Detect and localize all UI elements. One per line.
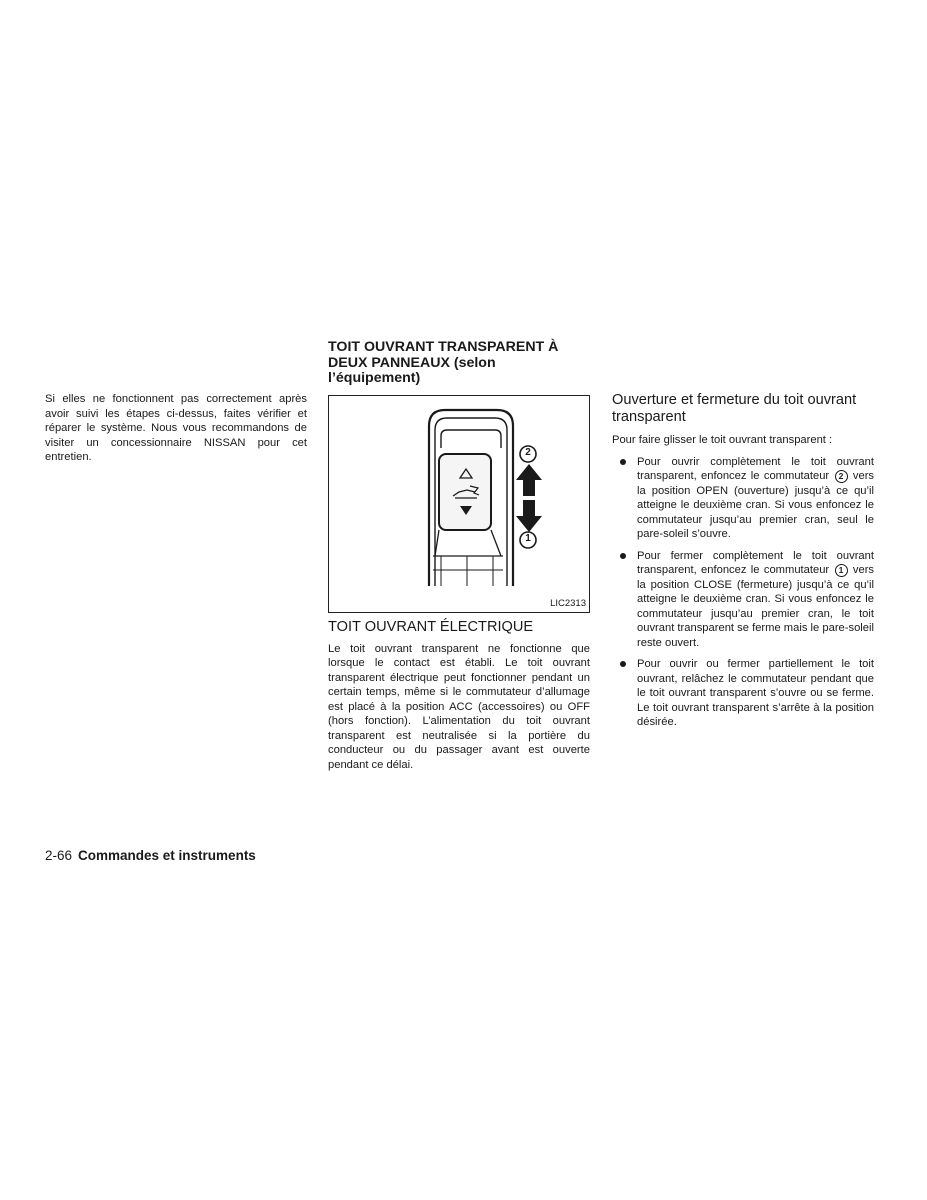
chapter-title: Commandes et instruments	[78, 848, 256, 863]
section-title-line-3: l’équipement)	[328, 370, 421, 386]
electric-sunroof-paragraph: Le toit ouvrant transparent ne fonctionne que lorsque le contact est établi. Le toit ouvrant transparent électrique peut fonctionner pendant un certain temps, même si le commutateur d’allumage est placé à la position ACC (accessoires) ou OFF (hors fonction). L’alimentation du toit ouvrant transparent est neutralisée si la portière du conducteur ou du passager avant est ouverte pendant ce délai.	[328, 642, 590, 771]
instruction-list	[612, 455, 874, 730]
middle-column	[328, 340, 590, 772]
sunroof-switch-illustration	[329, 396, 589, 612]
list-item-text-after: vers la position OPEN (ouverture) jusqu’à ce qu’il atteigne le deuxième cran. Si vous enfoncez le commutateur jusqu’au premier cran, seul le pare-soleil s’ouvre.	[637, 470, 875, 540]
page-footer	[45, 848, 256, 863]
list-item-text: Pour ouvrir ou fermer partiellement le toit ouvrant, relâchez le commutateur pendant que le toit ouvrant transparent s’ouvre ou se ferme. Le toit ouvrant transparent s’arrête à la position désirée.	[637, 658, 874, 728]
list-item-text-before: Pour fermer complètement le toit ouvrant transparent, enfoncez le commutateur	[637, 549, 874, 576]
section-title-line-2: DEUX PANNEAUX (selon	[328, 354, 496, 371]
callout-1-icon: 1	[835, 564, 848, 577]
left-paragraph: Si elles ne fonctionnent pas correctement après avoir suivi les étapes ci-dessus, faites vérifier et réparer le système. Nous vous recommandons de visiter un concessionnaire NISSAN pour cet entretien.	[45, 393, 307, 463]
list-item	[612, 657, 874, 730]
bullet-icon	[620, 553, 626, 559]
page-number: 2-66	[45, 848, 73, 863]
electric-sunroof-heading: TOIT OUVRANT ÉLECTRIQUE	[328, 618, 534, 635]
open-close-intro: Pour faire glisser le toit ouvrant transparent :	[612, 434, 833, 446]
list-item	[612, 549, 874, 651]
section-title-line-1: TOIT OUVRANT TRANSPARENT À	[328, 339, 559, 355]
section-title	[328, 340, 590, 387]
open-close-heading: Ouverture et fermeture du toit ouvrant transparent	[612, 392, 857, 425]
left-column	[45, 392, 307, 465]
figure-callout-2: 2	[525, 446, 531, 458]
callout-2-icon: 2	[835, 470, 848, 483]
right-column	[612, 392, 874, 737]
figure-id-label: LIC2313	[550, 597, 586, 609]
figure-callout-1: 1	[525, 532, 531, 544]
bullet-icon	[620, 459, 626, 465]
sunroof-switch-figure	[328, 395, 590, 613]
bullet-icon	[620, 661, 626, 667]
list-item-text-before: Pour ouvrir complètement le toit ouvrant transparent, enfoncez le commutateur	[637, 455, 874, 482]
list-item	[612, 455, 874, 542]
list-item-text-after: vers la position CLOSE (fermeture) jusqu’à ce qu’il atteigne le deuxième cran. Si vous enfoncez le commutateur jusqu’au premier cran, le toit ouvrant transparent se ferme mais le pare-soleil reste ouvert.	[637, 564, 875, 649]
